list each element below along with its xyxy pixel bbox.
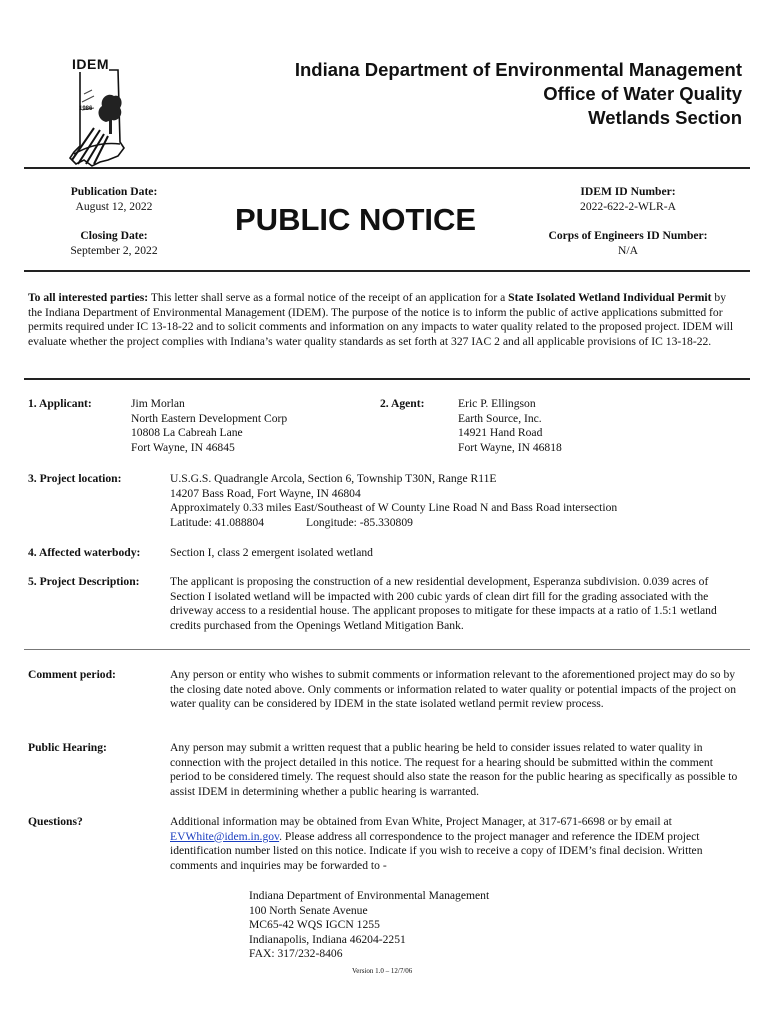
closing-date-value: September 2, 2022	[70, 243, 158, 257]
waterbody-value: Section I, class 2 emergent isolated wetland	[170, 546, 373, 559]
waterbody-label: 4. Affected waterbody:	[28, 546, 141, 559]
address-line: FAX: 317/232-8406	[249, 947, 343, 961]
version-footer: Version 1.0 – 12/7/06	[352, 967, 413, 975]
location-coordinates	[170, 516, 617, 531]
idem-id-label: IDEM ID Number:	[580, 185, 676, 198]
intro-permit-type: State Isolated Wetland Individual Permit	[508, 291, 712, 304]
header-office-name: Office of Water Quality	[543, 83, 742, 104]
header-agency-name: Indiana Department of Environmental Management	[294, 59, 742, 80]
page-title: PUBLIC NOTICE	[235, 202, 477, 237]
latitude-value: Latitude: 41.088804	[170, 515, 265, 529]
questions-text-1: Additional information may be obtained from Evan White, Project Manager, at 317-671-6698 or by email at	[170, 815, 672, 828]
applicant-address	[131, 397, 287, 455]
description-text: The applicant is proposing the construction of a new residential development, Esperanza subdivision. 0.039 acres of Section I isolated wetland will be impacted with 200 cubic yards of clean dirt fill for the grading associated with the driveway access to a residential house. The applicant proposes to mitigate for these impacts at a ratio of 1.5:1 wetland credits purchased from the Openings Wetland Mitigation Bank.	[170, 575, 717, 632]
project-manager-email-link[interactable]: EVWhite@idem.in.gov	[170, 829, 280, 843]
comment-period-text: Any person or entity who wishes to submit comments or information relevant to the aforementioned project may do so by the closing date noted above. Only comments or information related to water quality or potential impacts of the project on water quality can be considered by IDEM in the state isolated wetland permit review process.	[170, 668, 736, 711]
agency-header	[182, 58, 742, 130]
info-divider	[24, 270, 750, 272]
id-numbers-block	[520, 185, 736, 258]
address-line: MC65-42 WQS IGCN 1255	[249, 918, 380, 932]
logo-year: 1986	[79, 106, 93, 112]
applicant-line: North Eastern Development Corp	[131, 411, 288, 425]
location-label: 3. Project location:	[28, 472, 122, 485]
address-line: Indiana Department of Environmental Management	[249, 889, 490, 902]
intro-lead: To all interested parties:	[28, 291, 149, 304]
header-section-name: Wetlands Section	[588, 107, 742, 128]
publication-date-block	[44, 185, 184, 258]
applicant-line: 10808 La Cabreah Lane	[131, 426, 243, 440]
agent-line: Earth Source, Inc.	[458, 411, 542, 425]
longitude-value: Longitude: -85.330809	[306, 515, 413, 529]
address-line: 100 North Senate Avenue	[249, 903, 368, 917]
location-line: U.S.G.S. Quadrangle Arcola, Section 6, Township T30N, Range R11E	[170, 472, 497, 485]
location-line: 14207 Bass Road, Fort Wayne, IN 46804	[170, 486, 361, 500]
intro-text-2: by the Indiana Department of Environmental Management (IDEM). The purpose of the notice is to inform the public of active applications submitted for permits required under IC 13-18-22 and to solicit comments and information on any impacts to water quality related to the proposed project. IDEM will evaluate whether the project complies with Indiana’s water quality standards as set forth at 327 IAC 2 and all applicable provisions of IC 13-18-22.	[28, 291, 734, 348]
indiana-state-logo-icon	[64, 56, 134, 168]
applicant-line: Jim Morlan	[131, 397, 185, 410]
questions-label: Questions?	[28, 815, 83, 828]
agent-line: 14921 Hand Road	[458, 426, 543, 440]
intro-text-1: This letter shall serve as a formal notice of the receipt of an application for a	[148, 291, 509, 304]
public-hearing-label: Public Hearing:	[28, 741, 107, 754]
publication-date-label: Publication Date:	[70, 185, 158, 198]
description-divider	[24, 649, 750, 650]
closing-date-label: Closing Date:	[80, 229, 148, 243]
idem-logo	[64, 56, 134, 168]
applicant-label: 1. Applicant:	[28, 397, 92, 410]
agent-label: 2. Agent:	[380, 397, 425, 410]
intro-divider	[24, 378, 750, 380]
intro-paragraph	[28, 291, 734, 349]
questions-text	[170, 815, 742, 873]
agent-line: Eric P. Ellingson	[458, 397, 536, 410]
publication-date-value: August 12, 2022	[75, 199, 153, 213]
logo-text: IDEM	[72, 56, 109, 72]
idem-id-value: 2022-622-2-WLR-A	[580, 199, 676, 213]
mailing-address	[249, 889, 489, 962]
agent-address	[458, 397, 562, 455]
address-line: Indianapolis, Indiana 46204-2251	[249, 932, 406, 946]
location-details	[170, 472, 617, 530]
comment-period-label: Comment period:	[28, 668, 116, 681]
header-divider	[24, 167, 750, 169]
applicant-line: Fort Wayne, IN 46845	[131, 440, 235, 454]
location-line: Approximately 0.33 miles East/Southeast of W County Line Road N and Bass Road intersection	[170, 501, 618, 515]
questions-text-2: . Please address all correspondence to the project manager and reference the IDEM project identification number listed on this notice. Indicate if you wish to receive a copy of IDEM’s final decision. Written comments and inquiries may be forwarded to -	[170, 829, 703, 872]
coe-id-label: Corps of Engineers ID Number:	[548, 229, 708, 243]
agent-line: Fort Wayne, IN 46818	[458, 440, 562, 454]
coe-id-value: N/A	[618, 243, 638, 257]
public-hearing-text: Any person may submit a written request that a public hearing be held to consider issues related to water quality in connection with the project detailed in this notice. The request for a hearing should be submitted within the comment period to be considered timely. The request should also state the reason for the public hearing as specifically as possible to assist IDEM in determining whether a public hearing is warranted.	[170, 741, 738, 798]
description-label: 5. Project Description:	[28, 575, 140, 588]
